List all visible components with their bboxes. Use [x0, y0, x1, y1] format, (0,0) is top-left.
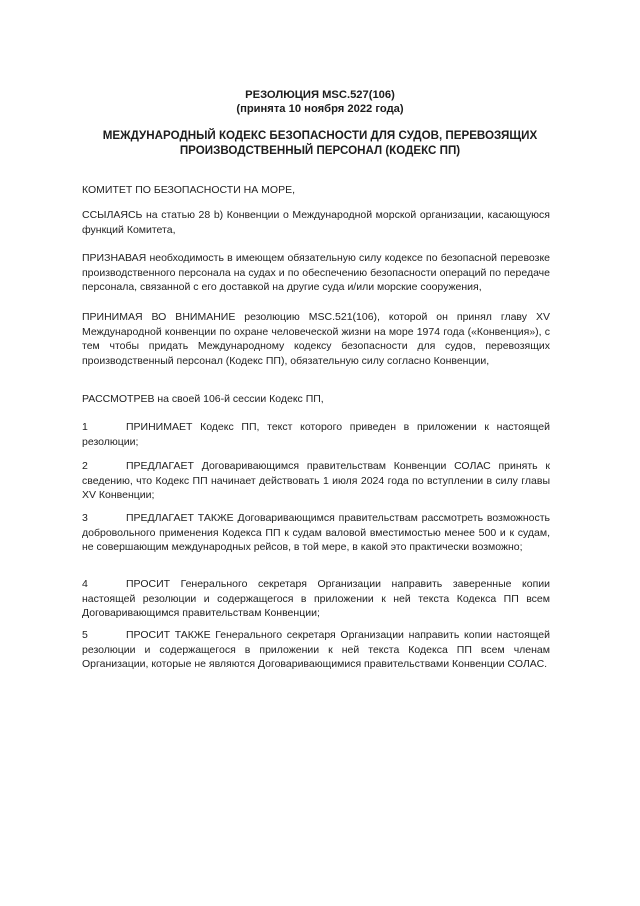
operative-paragraph-2 — [82, 459, 550, 503]
preamble-noting: ПРИНИМАЯ ВО ВНИМАНИЕ резолюцию MSC.521(106), которой он принял главу XV Международной конвенции по охране человеческой жизни на море 1974 года («Конвенция»), с тем чтобы придать Международному кодексу безопасности для судов, перевозящих производственный персонал (Кодекс ПП), обязательную силу согласно Конвенции, — [82, 311, 550, 367]
operative-paragraph-3 — [82, 511, 550, 555]
paragraph-text: ПРИНИМАЕТ Кодекс ПП, текст которого приведен в приложении к настоящей резолюции; — [82, 421, 550, 448]
code-title — [0, 128, 640, 158]
operative-paragraph-5 — [82, 628, 550, 672]
preamble-recalling: ССЫЛАЯСЬ на статью 28 b) Конвенции о Международной морской организации, касающуюся функций Комитета, — [82, 209, 550, 236]
paragraph-text: ПРЕДЛАГАЕТ Договаривающимся правительствам Конвенции СОЛАС принять к сведению, что Кодекс ПП начинает действовать 1 июля 2024 года по вступлении в силу главы XV Конвенции; — [82, 460, 550, 501]
preamble-considering: РАССМОТРЕВ на своей 106-й сессии Кодекс ПП, — [82, 393, 324, 405]
paragraph-number: 3 — [82, 512, 88, 524]
paragraph-number: 4 — [82, 578, 88, 590]
preamble-recognizing: ПРИЗНАВАЯ необходимость в имеющем обязательную силу кодексе по безопасной перевозке производственного персонала на судах и по обеспечению безопасности операций по передаче персонала, связанной с его доставкой на другие суда и/или морские сооружения, — [82, 252, 550, 293]
resolution-title: РЕЗОЛЮЦИЯ MSC.527(106) — [245, 89, 395, 101]
operative-paragraph-1 — [82, 420, 550, 449]
code-title-line-1: МЕЖДУНАРОДНЫЙ КОДЕКС БЕЗОПАСНОСТИ ДЛЯ СУДОВ, ПЕРЕВОЗЯЩИХ — [102, 129, 538, 142]
paragraph-number: 2 — [82, 460, 88, 472]
paragraph-text: ПРОСИТ Генерального секретаря Организации направить заверенные копии настоящей резолюции и содержащегося в приложении к ней текста Кодекса ПП всем Договаривающимся правительствам Конвенции; — [82, 578, 550, 619]
paragraph-text: ПРОСИТ ТАКЖЕ Генерального секретаря Организации направить копии настоящей резолюции и содержащегося в приложении к ней текста Кодекса ПП всем членам Организации, которые не являются Договаривающимися правительствами Конвенции СОЛАС. — [82, 629, 550, 670]
committee-heading: КОМИТЕТ ПО БЕЗОПАСНОСТИ НА МОРЕ, — [82, 184, 295, 196]
paragraph-number: 5 — [82, 629, 88, 641]
code-title-line-2: ПРОИЗВОДСТВЕННЫЙ ПЕРСОНАЛ (КОДЕКС ПП) — [179, 144, 461, 157]
paragraph-text: ПРЕДЛАГАЕТ ТАКЖЕ Договаривающимся правительствам рассмотреть возможность добровольного применения Кодекса ПП к судам валовой вместимостью менее 500 и к судам, не совершающим международных рейсов, в той мере, в какой это практически возможно; — [82, 512, 550, 553]
operative-paragraph-4 — [82, 577, 550, 621]
paragraph-number: 1 — [82, 421, 88, 433]
adoption-date: (принята 10 ноября 2022 года) — [236, 103, 404, 115]
